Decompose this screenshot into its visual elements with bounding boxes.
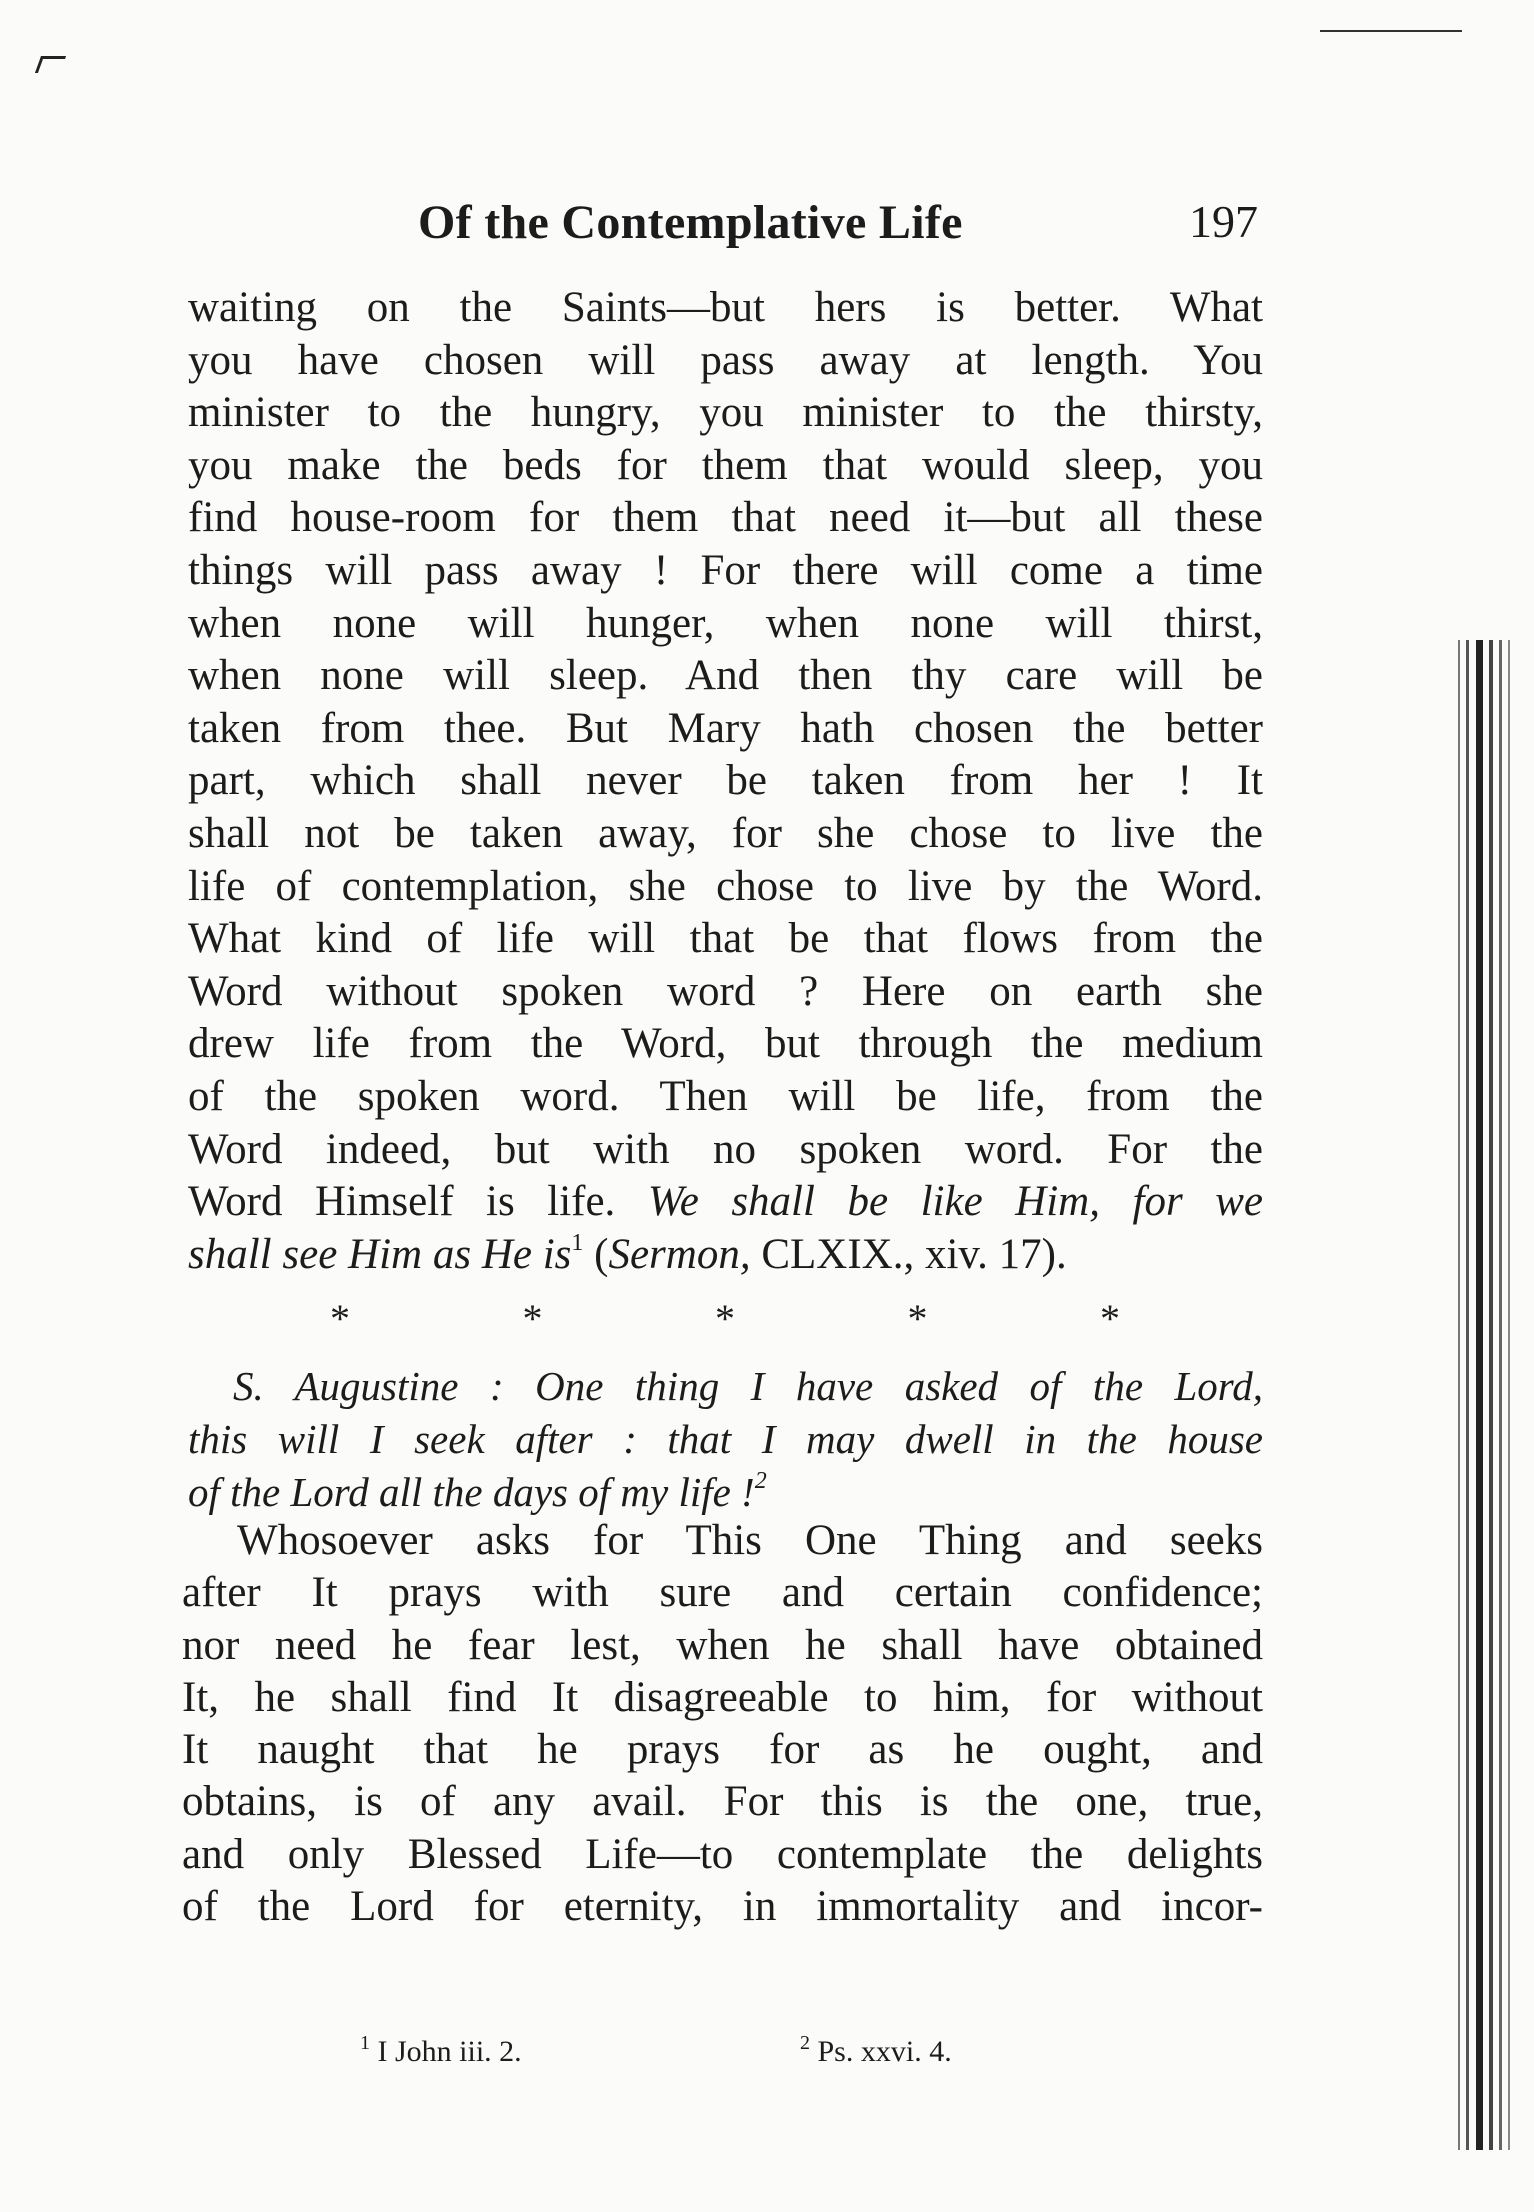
text-line: drew life from the Word, but through the medium xyxy=(188,1020,1263,1068)
passage-two xyxy=(182,1515,1263,1933)
text-run: ( xyxy=(583,1230,609,1278)
quote-line xyxy=(188,1360,1263,1413)
text-line: when none will sleep. And then thy care will be xyxy=(188,652,1263,700)
text-line: taken from thee. But Mary hath chosen the better xyxy=(188,704,1263,752)
footnote-marker: 2 xyxy=(800,2032,810,2054)
text-line-mixed xyxy=(188,1176,1263,1229)
text-line: Whosoever asks for This One Thing and seeks xyxy=(237,1517,1263,1564)
text-line: and only Blessed Life—to contemplate the delights xyxy=(182,1830,1263,1878)
scripture-quote: We shall be like Him, for we xyxy=(647,1178,1263,1226)
citation-source: Sermon, xyxy=(608,1230,751,1278)
text-line: What kind of life will that be that flows from the xyxy=(188,915,1263,963)
text-line: Word without spoken word ? Here on earth she xyxy=(188,967,1263,1015)
footnote-marker: 1 xyxy=(360,2032,370,2054)
text-line: of the Lord for eternity, in immortality and incor- xyxy=(182,1883,1263,1931)
text-line: after It prays with sure and certain confidence; xyxy=(182,1569,1263,1617)
section-divider xyxy=(330,1295,1120,1342)
footnote-ref: 1 xyxy=(571,1229,584,1256)
text-line: when none will hunger, when none will thirst, xyxy=(188,599,1263,647)
passage-one xyxy=(188,282,1263,1281)
quote-text: of the Lord all the days of my life ! xyxy=(188,1469,755,1515)
text-line: obtains, is of any avail. For this is the one, true, xyxy=(182,1778,1263,1826)
footnote-1 xyxy=(360,2032,522,2069)
top-edge-rule xyxy=(1320,30,1462,32)
augustine-quote xyxy=(188,1360,1263,1519)
text-run: Word Himself is life. xyxy=(188,1178,648,1226)
quote-line: this will I seek after : that I may dwell in the house xyxy=(188,1416,1263,1462)
divider-star: * xyxy=(715,1296,735,1341)
footnote-ref: 2 xyxy=(754,1468,767,1494)
text-line: find house-room for them that need it—but all these xyxy=(188,494,1263,542)
text-line: It naught that he prays for as he ought, and xyxy=(182,1726,1263,1774)
text-line: things will pass away ! For there will come a time xyxy=(188,546,1263,594)
page-header xyxy=(418,195,1278,265)
text-line: It, he shall find It disagreeable to him, for without xyxy=(182,1673,1263,1721)
text-line: minister to the hungry, you minister to the thirsty, xyxy=(188,389,1263,437)
quote-speaker: S. Augustine xyxy=(233,1363,459,1409)
footnote-text: Ps. xxvi. 4. xyxy=(817,2035,952,2068)
text-line: you have chosen will pass away at length. You xyxy=(188,336,1263,384)
text-line: life of contemplation, she chose to live by the Word. xyxy=(188,862,1263,910)
text-line: shall not be taken away, for she chose to live the xyxy=(188,809,1263,857)
text-line: Word indeed, but with no spoken word. For the xyxy=(188,1125,1263,1173)
footnote-2 xyxy=(800,2032,952,2069)
divider-star: * xyxy=(907,1296,928,1341)
text-line: nor need he fear lest, when he shall have obtained xyxy=(182,1621,1263,1669)
divider-star: * xyxy=(522,1296,543,1341)
text-line-citation xyxy=(188,1229,1263,1282)
text-line: waiting on the Saints—but hers is better. What xyxy=(188,284,1263,331)
scripture-quote: shall see Him as He is xyxy=(188,1230,572,1278)
text-line: you make the beds for them that would sleep, you xyxy=(188,441,1263,489)
divider-star: * xyxy=(330,1296,350,1341)
text-run: CLXIX., xiv. 17). xyxy=(750,1230,1067,1278)
quote-line xyxy=(188,1466,1263,1519)
footnote-text: I John iii. 2. xyxy=(377,2035,522,2068)
running-head: Of the Contemplative Life xyxy=(418,196,963,249)
page-number: 197 xyxy=(1189,196,1258,247)
text-line: part, which shall never be taken from her ! It xyxy=(188,757,1263,805)
divider-star: * xyxy=(1100,1296,1120,1341)
text-line: of the spoken word. Then will be life, from the xyxy=(188,1072,1263,1120)
page-edge-shadow xyxy=(1456,640,1522,2150)
corner-printer-mark xyxy=(35,56,66,73)
quote-text: : One thing I have asked of the Lord, xyxy=(458,1363,1263,1409)
